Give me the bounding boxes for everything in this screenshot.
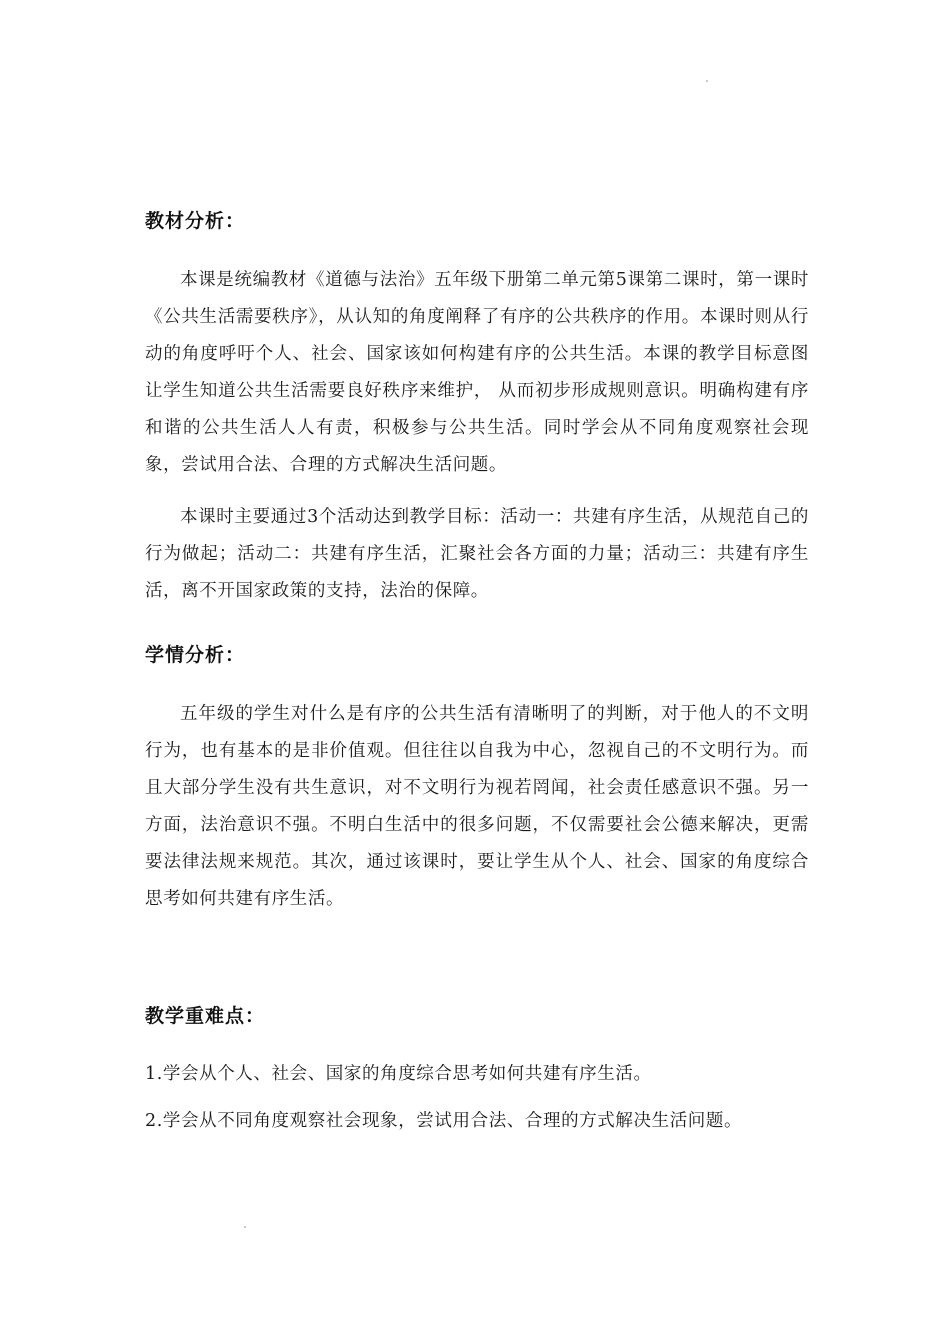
paragraph-materials-1: 本课是统编教材《道德与法治》五年级下册第二单元第5课第二课时，第一课时《公共生活需要秩序》，从认知的角度阐释了有序的公共秩序的作用。本课时则从行动的角度呼吁个人、社会、国家该如何构建有序的公共生活。本课的教学目标意图让学生知道公共生活需要良好秩序来维护， 从而初步形成规则意识。明确构建有序和谐的公共生活人人有责，积极参与公共生活。同时学会从不同角度观察社会现象，尝试用合法、合理的方式解决生活问题。 [145,270,809,475]
heading-materials-analysis: 教材分析： [145,210,246,232]
paragraph-students-1: 五年级的学生对什么是有序的公共生活有清晰明了的判断，对于他人的不文明行为，也有基本的是非价值观。但往往以自我为中心，忽视自己的不文明行为。而且大部分学生没有共生意识，对不文明行为视若罔闻，社会责任感意识不强。另一方面，法治意识不强。不明白生活中的很多问题，不仅需要社会公德来解决，更需要法律法规来规范。其次，通过该课时，要让学生从个人、社会、国家的角度综合思考如何共建有序生活。 [145,704,809,909]
heading-key-difficult-points: 教学重难点： [145,1005,266,1027]
heading-student-analysis: 学情分析： [145,644,246,666]
list-item-keypoint-1: 1.学会从个人、社会、国家的角度综合思考如何共建有序生活。 [145,1064,652,1084]
list-item-keypoint-2: 2.学会从不同角度观察社会现象，尝试用合法、合理的方式解决生活问题。 [145,1111,743,1131]
paragraph-materials-2: 本课时主要通过3个活动达到教学目标：活动一：共建有序生活，从规范自己的行为做起；活动二：共建有序生活，汇聚社会各方面的力量；活动三：共建有序生活，离不开国家政策的支持，法治的保障。 [145,507,809,601]
scan-speck [244,1226,246,1228]
scan-speck [706,80,708,82]
